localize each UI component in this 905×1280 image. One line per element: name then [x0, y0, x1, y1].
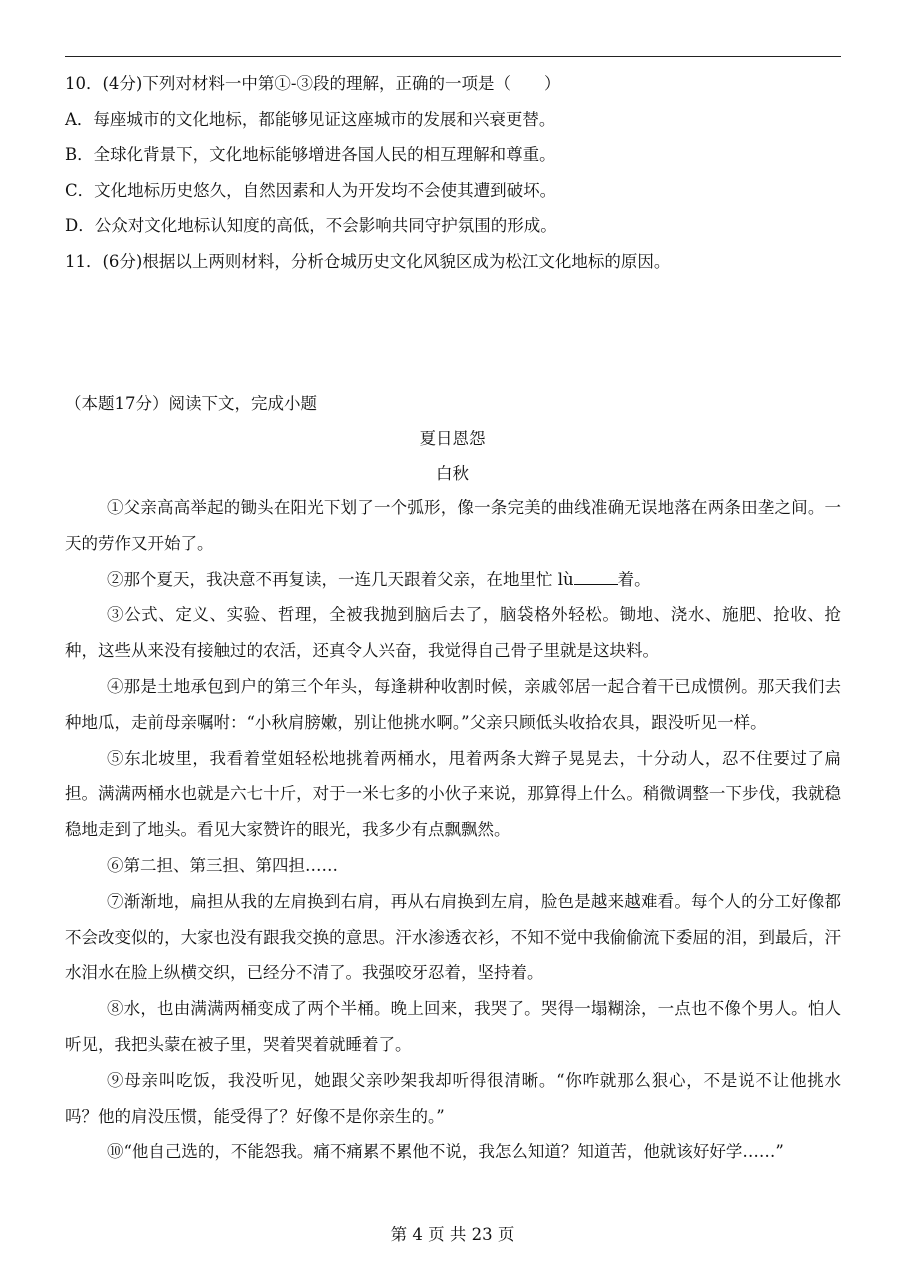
- paragraph-2-text-after: 着。: [617, 569, 651, 589]
- paragraph-10: ⑩“他自己选的，不能怨我。痛不痛累不累他不说，我怎么知道？知道苦，他就该好好学……”: [107, 1142, 784, 1162]
- paragraph-3: ③公式、定义、实验、哲理，全被我抛到脑后去了，脑袋格外轻松。锄地、浇水、施肥、抢收、抢种，这些从来没有接触过的农活，还真令人兴奋，我觉得自己骨子里就是这块料。: [65, 605, 841, 661]
- passage-title: 夏日恩怨: [419, 429, 486, 448]
- top-divider: [65, 56, 841, 57]
- paragraph-2-text-before: ②那个夏天，我决意不再复读，一连几天跟着父亲，在地里忙 lù: [107, 569, 574, 589]
- paragraph-1: ①父亲高高举起的锄头在阳光下划了一个弧形，像一条完美的曲线准确无误地落在两条田垄之间。一天的劳作又开始了。: [65, 498, 841, 553]
- question-10-stem: 10．(4分)下列对材料一中第①-③段的理解，正确的一项是（ ）: [65, 74, 561, 93]
- paragraph-6: ⑥第二担、第三担、第四担……: [107, 855, 338, 875]
- page-footer: 第 4 页 共 23 页: [390, 1225, 515, 1244]
- passage-author: 白秋: [436, 464, 469, 483]
- question-block: [65, 66, 855, 279]
- paragraph-9: ⑨母亲叫吃饭，我没听见，她跟父亲吵架我却听得很清晰。“你咋就那么狠心，不是说不让他挑水吗？他的肩没压惯，能受得了？好像不是你亲生的。”: [65, 1070, 841, 1126]
- paragraph-5: ⑤东北坡里，我看着堂姐轻松地挑着两桶水，甩着两条大辫子晃晃去，十分动人，忍不住要过了扁担。满满两桶水也就是六七十斤，对于一米七多的小伙子来说，那算得上什么。稍微调整一下步伐，我就稳稳地走到了地头。看见大家赞许的眼光，我多少有点飘飘然。: [65, 748, 841, 840]
- question-10-option-d: D．公众对文化地标认知度的高低，不会影响共同守护氛围的形成。: [65, 216, 557, 235]
- question-10-option-a: A．每座城市的文化地标，都能够见证这座城市的发展和兴衰更替。: [65, 109, 556, 129]
- question-10-option-c: C．文化地标历史悠久，自然因素和人为开发均不会使其遭到破坏。: [65, 180, 557, 200]
- question-11-stem: 11．(6分)根据以上两则材料，分析仓城历史文化风貌区成为松江文化地标的原因。: [65, 251, 671, 271]
- question-10-option-b: B．全球化背景下，文化地标能够增进各国人民的相互理解和尊重。: [65, 145, 556, 164]
- paragraph-4: ④那是土地承包到户的第三个年头，每逢耕种收割时候，亲戚邻居一起合着干已成惯例。那天我们去种地瓜，走前母亲嘱咐：“小秋肩膀嫩，别让他挑水啊。”父亲只顾低头收拾农具，跟没听见一样。: [65, 676, 841, 732]
- paragraph-8: ⑧水，也由满满两桶变成了两个半桶。晚上回来，我哭了。哭得一塌糊涂，一点也不像个男人。怕人听见，我把头蒙在被子里，哭着哭着就睡着了。: [65, 999, 841, 1054]
- paragraph-2: [65, 562, 841, 598]
- paragraph-7: ⑦渐渐地，扁担从我的左肩换到右肩，再从右肩换到左肩，脸色是越来越难看。每个人的分工好像都不会改变似的，大家也没有跟我交换的意思。汗水渗透衣衫，不知不觉中我偷偷流下委屈的泪，到最后，汗水泪水在脸上纵横交织，已经分不清了。我强咬牙忍着，坚持着。: [65, 891, 841, 983]
- reading-passage: [65, 490, 841, 1170]
- fill-blank: [574, 570, 618, 585]
- section-heading: （本题17分）阅读下文，完成小题: [65, 394, 317, 413]
